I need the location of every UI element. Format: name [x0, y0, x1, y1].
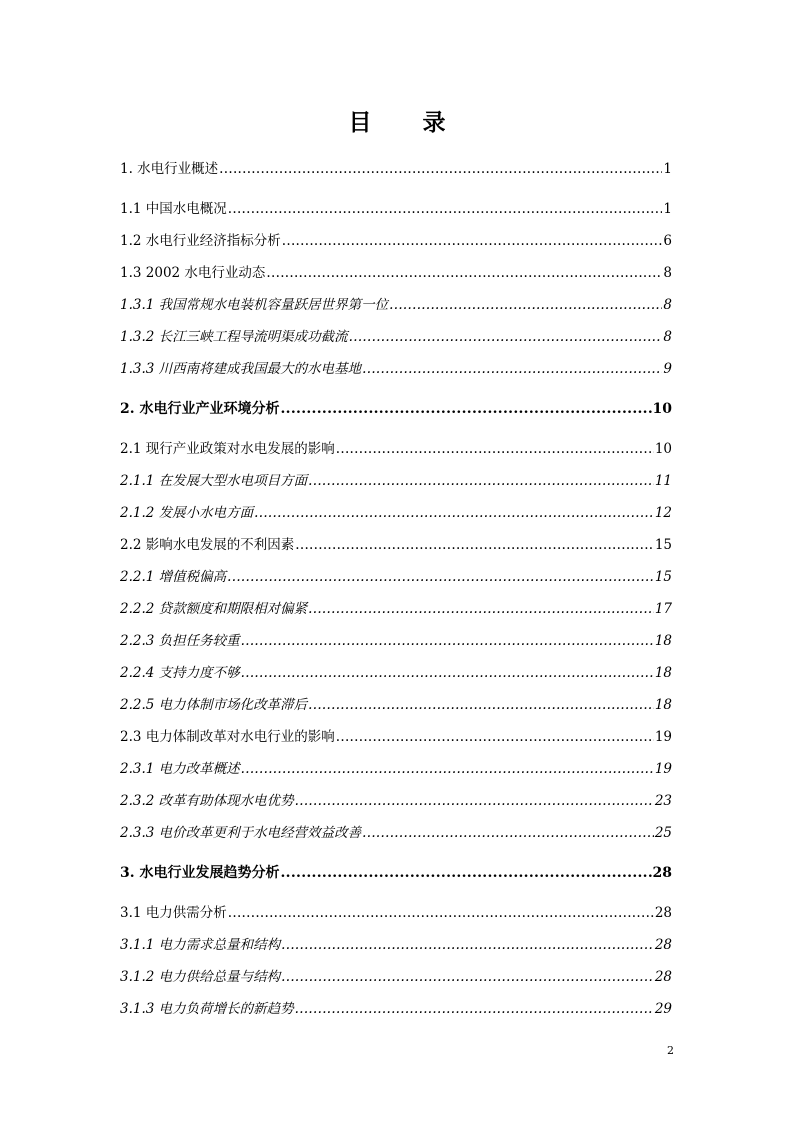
toc-entry-page: 8 [663, 297, 672, 313]
toc-entry-chapter[interactable] [120, 864, 672, 882]
toc-entry-subsection[interactable] [120, 936, 672, 954]
toc-entry-page: 12 [654, 505, 672, 521]
toc-entry-label: 2.1 现行产业政策对水电发展的影响 [120, 441, 335, 457]
toc-entry-subsection[interactable] [120, 792, 672, 810]
toc-entry-page: 28 [654, 937, 672, 953]
leader-dots [241, 664, 654, 682]
toc-entry-subsection[interactable] [120, 296, 672, 314]
toc-entry-section[interactable] [120, 264, 672, 282]
toc-entry-subsection[interactable] [120, 824, 672, 842]
toc-entry-subsection[interactable] [120, 360, 672, 378]
toc-entry-subsection[interactable] [120, 760, 672, 778]
leader-dots [349, 328, 663, 346]
toc-entry-label: 2.1.2 发展小水电方面 [120, 505, 254, 521]
toc-entry-page: 15 [654, 537, 672, 553]
leader-dots [282, 232, 663, 250]
toc-entry-label: 1.3.3 川西南将建成我国最大的水电基地 [120, 361, 362, 377]
toc-entry-label: 3.1.2 电力供给总量与结构 [120, 969, 281, 985]
page-number: 2 [667, 1044, 674, 1057]
toc-entry-page: 28 [652, 865, 672, 881]
toc-entry-page: 28 [654, 905, 672, 921]
toc-entry-page: 1 [663, 201, 672, 217]
toc-entry-label: 2.3.1 电力改革概述 [120, 761, 240, 777]
toc-entry-page: 29 [654, 1001, 672, 1017]
toc-entry-label: 2. 水电行业产业环境分析 [120, 401, 280, 417]
toc-entry-label: 1.2 水电行业经济指标分析 [120, 233, 281, 249]
toc-entry-section[interactable] [120, 440, 672, 458]
toc-entry-page: 11 [654, 473, 672, 489]
toc-entry-subsection[interactable] [120, 696, 672, 714]
leader-dots [241, 632, 654, 650]
leader-dots [281, 936, 654, 954]
toc-entry-section[interactable] [120, 232, 672, 250]
leader-dots [295, 792, 654, 810]
toc-entry-label: 1.3.1 我国常规水电装机容量跃居世界第一位 [120, 297, 389, 313]
leader-dots [308, 472, 654, 490]
toc-entry-subsection[interactable] [120, 328, 672, 346]
toc-entry-section[interactable] [120, 536, 672, 554]
toc-entry-label: 3.1.1 电力需求总量和结构 [120, 937, 281, 953]
toc-entry-page: 15 [654, 569, 672, 585]
toc-entry-label: 2.2.5 电力体制市场化改革滞后 [120, 697, 308, 713]
toc-entry-label: 1.3.2 长江三峡工程导流明渠成功截流 [120, 329, 348, 345]
leader-dots [219, 160, 662, 178]
toc-entry-subsection[interactable] [120, 504, 672, 522]
toc-title: 目 录 [348, 109, 460, 136]
toc-entry-label: 2.3.2 改革有助体现水电优势 [120, 793, 294, 809]
toc-entry-subsection[interactable] [120, 1000, 672, 1018]
toc-entry-page: 17 [654, 601, 672, 617]
leader-dots [295, 1000, 654, 1018]
toc-entry-label: 2.3 电力体制改革对水电行业的影响 [120, 729, 335, 745]
leader-dots [228, 904, 654, 922]
leader-dots [281, 400, 652, 418]
toc-entry-label: 2.2.4 支持力度不够 [120, 665, 240, 681]
leader-dots [241, 760, 654, 778]
toc-entry-subsection[interactable] [120, 472, 672, 490]
toc-entry-page: 1 [663, 161, 672, 177]
toc-entry-page: 25 [654, 825, 672, 841]
toc-entry-page: 23 [654, 793, 672, 809]
toc-entry-page: 9 [663, 361, 672, 377]
toc-entry-label: 2.2.2 贷款额度和期限相对偏紧 [120, 601, 308, 617]
leader-dots [362, 824, 654, 842]
toc-entry-label: 1.1 中国水电概况 [120, 201, 227, 217]
toc-entry-page: 8 [663, 265, 672, 281]
toc-entry-label: 1. 水电行业概述 [120, 161, 219, 177]
leader-dots [362, 360, 662, 378]
leader-dots [336, 440, 654, 458]
toc-entry-page: 10 [652, 401, 672, 417]
toc-entry-page: 28 [654, 969, 672, 985]
toc-entry-section[interactable] [120, 728, 672, 746]
toc-entry-section[interactable] [120, 200, 672, 218]
toc-entry-label: 3.1.3 电力负荷增长的新趋势 [120, 1001, 294, 1017]
toc-entry-label: 3.1 电力供需分析 [120, 905, 227, 921]
toc-entry-page: 6 [663, 233, 672, 249]
toc-entry-page: 18 [654, 697, 672, 713]
leader-dots [389, 296, 662, 314]
leader-dots [336, 728, 654, 746]
leader-dots [295, 536, 654, 554]
toc-entry-subsection[interactable] [120, 568, 672, 586]
toc-entry-section[interactable] [120, 904, 672, 922]
toc-entry-label: 2.2.3 负担任务较重 [120, 633, 240, 649]
toc-entry-page: 10 [654, 441, 672, 457]
toc-entry-page: 18 [654, 633, 672, 649]
toc-entry-page: 19 [654, 729, 672, 745]
toc-entry-page: 8 [663, 329, 672, 345]
toc-entry-chapter[interactable] [120, 160, 672, 178]
toc-entry-subsection[interactable] [120, 664, 672, 682]
toc-entry-label: 2.3.3 电价改革更利于水电经营效益改善 [120, 825, 362, 841]
leader-dots [281, 864, 652, 882]
toc-entry-subsection[interactable] [120, 600, 672, 618]
toc-entry-chapter[interactable] [120, 400, 672, 418]
toc-entry-label: 2.2 影响水电发展的不利因素 [120, 537, 295, 553]
leader-dots [228, 200, 663, 218]
leader-dots [281, 968, 654, 986]
toc-entry-page: 18 [654, 665, 672, 681]
toc-entry-subsection[interactable] [120, 968, 672, 986]
leader-dots [308, 696, 654, 714]
toc-entry-label: 3. 水电行业发展趋势分析 [120, 865, 280, 881]
toc-entry-label: 2.1.1 在发展大型水电项目方面 [120, 473, 308, 489]
toc-entry-label: 1.3 2002 水电行业动态 [120, 265, 266, 281]
leader-dots [266, 264, 662, 282]
toc-entry-subsection[interactable] [120, 632, 672, 650]
leader-dots [308, 600, 654, 618]
leader-dots [254, 504, 654, 522]
toc-entry-page: 19 [654, 761, 672, 777]
toc-entry-label: 2.2.1 增值税偏高 [120, 569, 227, 585]
leader-dots [227, 568, 654, 586]
